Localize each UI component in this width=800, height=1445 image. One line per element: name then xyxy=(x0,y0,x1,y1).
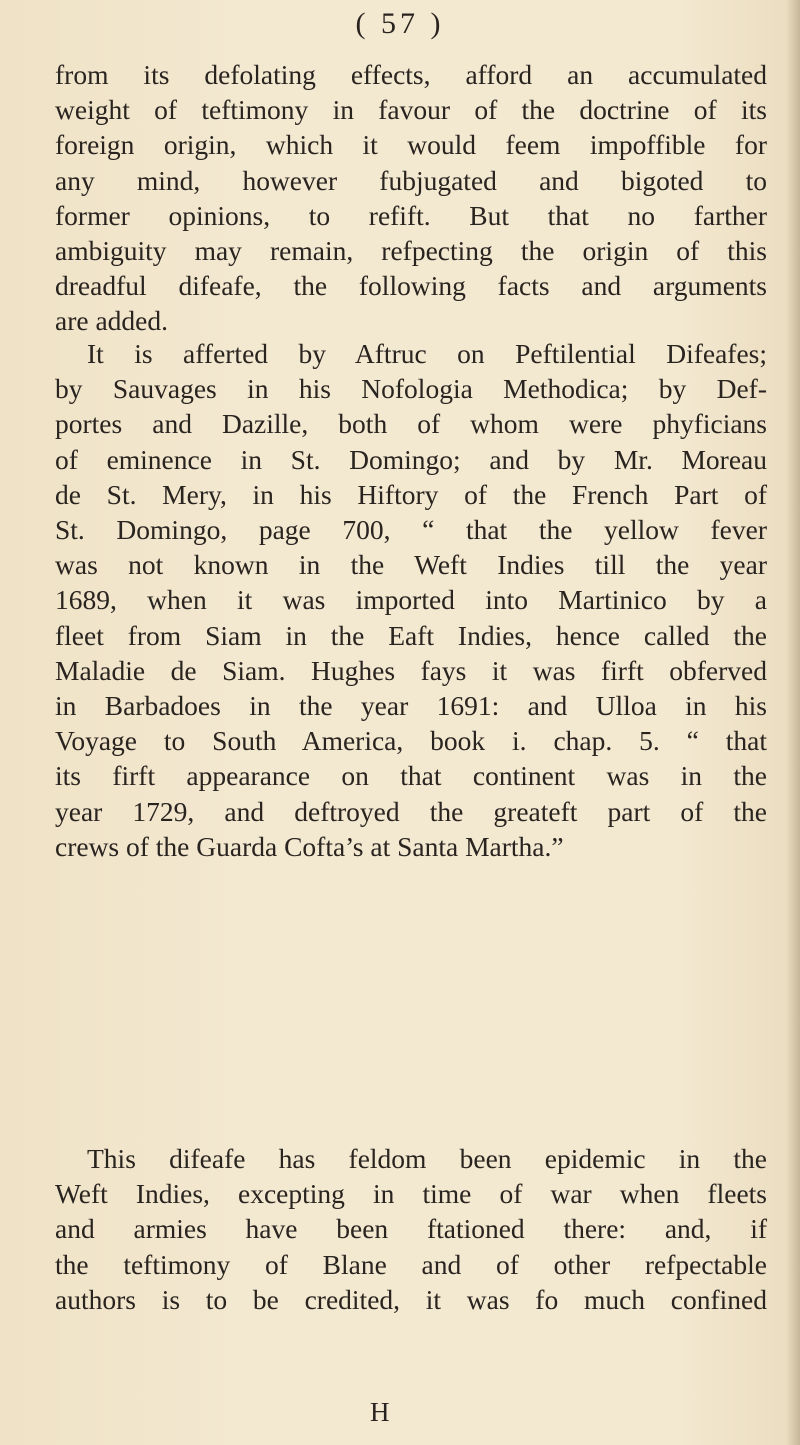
text-line: any mind, however fubjugated and bigoted to xyxy=(55,164,767,196)
text-line: year 1729, and deftroyed the greateft part of the xyxy=(55,795,767,827)
paragraph-3 xyxy=(55,1141,767,1317)
text-line: are added. xyxy=(55,305,168,337)
text-line: de St. Mery, in his Hiftory of the French Part of xyxy=(55,478,767,510)
text-line: dreadful difeafe, the following facts and arguments xyxy=(55,270,767,302)
text-line: foreign origin, which it would feem impoffible for xyxy=(55,129,767,161)
text-line: from its defolating effects, afford an accumulated xyxy=(55,59,767,90)
text-line: Voyage to South America, book i. chap. 5. “ that xyxy=(55,725,767,757)
text-line: crews of the Guarda Cofta’s at Santa Martha.” xyxy=(55,830,564,862)
text-line: the teftimony of Blane and of other refpectable xyxy=(55,1248,767,1280)
text-line: It is afferted by Aftruc on Peftilential Difeafes; xyxy=(87,338,767,369)
text-line: in Barbadoes in the year 1691: and Ulloa in his xyxy=(55,690,767,722)
text-line: of eminence in St. Domingo; and by Mr. Moreau xyxy=(55,443,767,475)
text-line: weight of teftimony in favour of the doctrine of its xyxy=(55,94,767,126)
text-line: by Sauvages in his Nofologia Methodica; by Def- xyxy=(55,373,767,405)
page-number: ( 57 ) xyxy=(355,7,445,40)
text-line: Weft Indies, excepting in time of war when fleets xyxy=(55,1178,767,1210)
text-line: portes and Dazille, both of whom were phyficians xyxy=(55,408,767,440)
text-line: was not known in the Weft Indies till the year xyxy=(55,549,767,581)
text-line: authors is to be credited, it was fo much confined xyxy=(55,1283,767,1315)
text-line: This difeafe has feldom been epidemic in the xyxy=(87,1143,767,1174)
text-line: ambiguity may remain, refpecting the origin of this xyxy=(55,235,767,267)
text-line: fleet from Siam in the Eaft Indies, hence called the xyxy=(55,619,767,651)
paragraph-2 xyxy=(55,336,767,864)
text-line: Maladie de Siam. Hughes fays it was firft obferved xyxy=(55,654,767,686)
text-line: and armies have been ftationed there: and, if xyxy=(55,1213,767,1245)
page-edge-shadow xyxy=(786,0,800,1445)
text-line: St. Domingo, page 700, “ that the yellow fever xyxy=(55,514,767,546)
text-line: 1689, when it was imported into Martinico by a xyxy=(55,584,767,616)
text-line: its firft appearance on that continent was in the xyxy=(55,760,767,792)
text-line: former opinions, to refift. But that no farther xyxy=(55,199,767,231)
paragraph-1 xyxy=(55,57,767,339)
catchword-signature: H xyxy=(370,1397,390,1427)
